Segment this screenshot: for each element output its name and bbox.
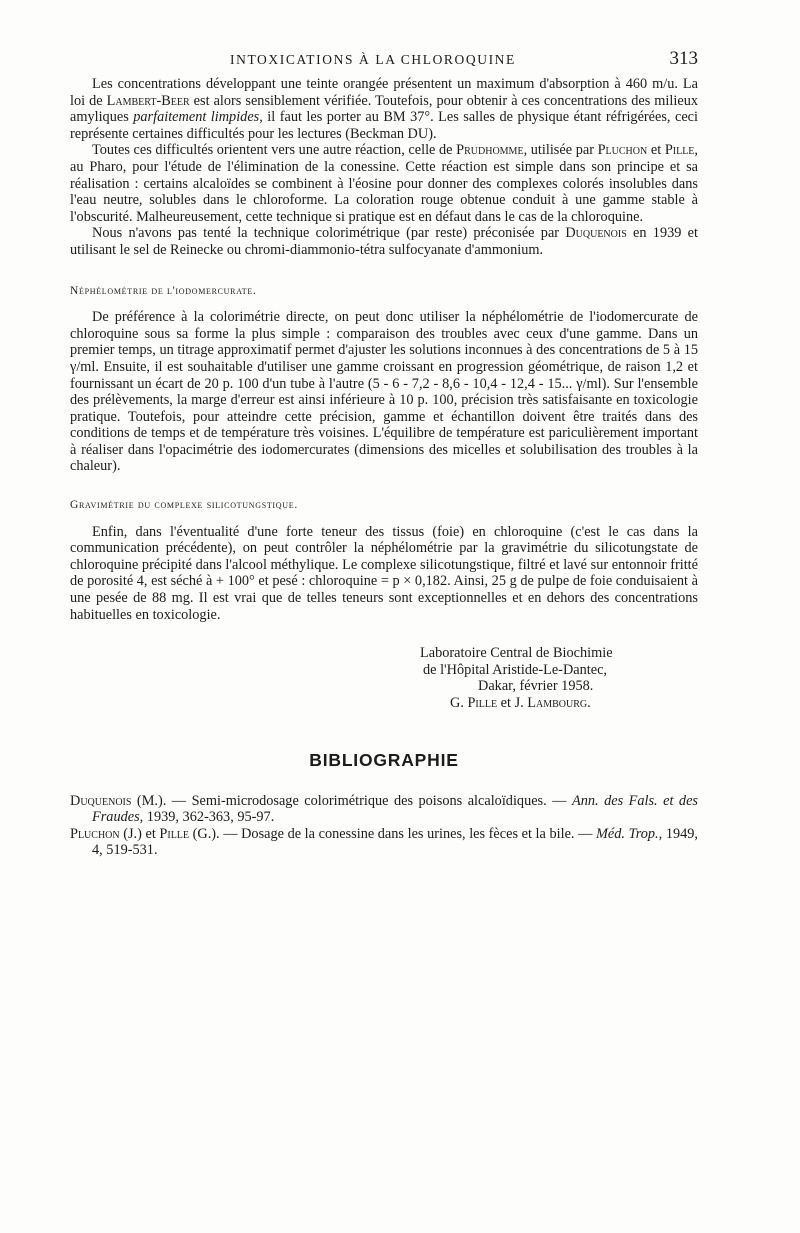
paragraph-2: Toutes ces difficultés orientent vers une autre réaction, celle de Prudhomme, utilisée par Pluchon et Pille, au Pharo, pour l'étude de l'élimination de la conessine. Cette réaction est simple dans son principe et sa réalisation : certains alcaloïdes se combinent à l'éosine pour donner des complexes colorés insolubles dans l'eau neutre, solubles dans le chloroforme. La coloration rouge obtenue conduit à une gamme stable à l'obscurité. Malheureusement, cette technique si pratique est en défaut dans le cas de la chloroquine. xyxy=(70,142,698,225)
running-head xyxy=(70,48,698,70)
paragraph-1: Les concentrations développant une teinte orangée présentent un maximum d'absorption à 460 m/u. La loi de Lambert-Beer est alors sensiblement vérifiée. Toutefois, pour obtenir à ces concentrations des milieux amyliques parfaitement limpides, il faut les porter au BM 37°. Les salles de physique étant réfrigérées, ceci représente certaines difficultés pour les lectures (Beckman DU). xyxy=(70,76,698,142)
paragraph-3: Nous n'avons pas tenté la technique colorimétrique (par reste) préconisée par Duquenois en 1939 et utilisant le sel de Reinecke ou chromi-diammonio-tétra sulfocyanate d'ammonium. xyxy=(70,225,698,258)
paragraph-nephelometry: De préférence à la colorimétrie directe, on peut donc utiliser la néphélométrie de l'iodomercurate de chloroquine sous sa forme la plus simple : comparaison des troubles avec ceux d'une gamme. Dans un premier temps, un titrage approximatif permet d'ajuster les solutions inconnues à des concentrations de 5 à 15 γ/ml. Ensuite, il est souhaitable d'utiliser une gamme croissant en progression géométrique, de raison 1,2 et fournissant un écart de 20 p. 100 d'un tube à l'autre (5 - 6 - 7,2 - 8,6 - 10,4 - 12,4 - 15... γ/ml). Sur l'ensemble des prélèvements, la marge d'erreur est ainsi inférieure à 10 p. 100, précision très satisfaisante en toxicologie pratique. Toutefois, pour atteindre cette précision, gamme et échantillon doivent être traités dans des conditions de temps et de température très voisines. L'équilibre de température est pariculièrement important à réaliser dans l'opacimétrie des iodomercurates (dimensions des micelles et solubilisation des troubles à la chaleur). xyxy=(70,309,698,475)
reference-1: Duquenois (M.). — Semi-microdosage colorimétrique des poisons alcaloïdiques. — Ann. des Fals. et des Fraudes, 1939, 362-363, 95-97. xyxy=(70,792,698,826)
affiliation-line-2: de l'Hôpital Aristide-Le-Dantec, xyxy=(423,661,608,678)
author-name: G. Pille xyxy=(450,695,498,711)
affiliation-line-1: Laboratoire Central de Biochimie xyxy=(420,645,613,662)
author-name: Pille xyxy=(664,142,695,159)
author-name: Pille xyxy=(159,825,190,842)
journal-name: Méd. Trop., xyxy=(595,825,663,842)
page-number: 313 xyxy=(669,48,698,69)
author-name: Pluchon xyxy=(70,825,120,842)
author-name: Duquenois xyxy=(70,792,132,809)
signature-block xyxy=(420,645,698,711)
author-name: Prudhomme xyxy=(456,142,524,159)
author-name: Lambert-Beer xyxy=(106,92,190,109)
section-title-gravimetry: Gravimétrie du complexe silicotungstique. xyxy=(70,499,298,512)
author-name: J. Lambourg xyxy=(514,695,588,711)
journal-name: Ann. des Fals. et des Fraudes, xyxy=(92,792,698,826)
emphasis: parfaitement limpides, xyxy=(133,109,263,126)
running-title: INTOXICATIONS À LA CHLOROQUINE xyxy=(230,52,516,67)
paragraph-gravimetry: Enfin, dans l'éventualité d'une forte teneur des tissus (foie) en chloroquine (c'est le cas dans la communication précédente), on peut contrôler la néphélométrie par la gravimétrie du silicotungstate de chloroquine précipité dans l'alcool méthylique. Le complexe silicotungstique, filtré et lavé sur entonnoir fritté de porosité 4, est séché à + 100° et pesé : chloroquine = p × 0,182. Ainsi, 25 g de pulpe de foie conduisaient à une pesée de 88 mg. Il est vrai que de telles teneurs sont exceptionnelles et en dehors des concentrations habituelles en toxicologie. xyxy=(70,523,698,623)
author-name: Pluchon xyxy=(597,142,648,159)
date-line: Dakar, février 1958. xyxy=(478,678,594,695)
authors-line: G. Pille et J. Lambourg. xyxy=(450,695,591,711)
section-title-nephelometry: Néphélométrie de l'iodomercurate. xyxy=(70,284,257,297)
reference-2: Pluchon (J.) et Pille (G.). — Dosage de la conessine dans les urines, les fèces et la bile. — Méd. Trop., 1949, 4, 519-531. xyxy=(70,825,698,859)
author-name: Duquenois xyxy=(565,225,627,242)
bibliography-title: BIBLIOGRAPHIE xyxy=(309,749,459,770)
article-body xyxy=(70,76,698,859)
